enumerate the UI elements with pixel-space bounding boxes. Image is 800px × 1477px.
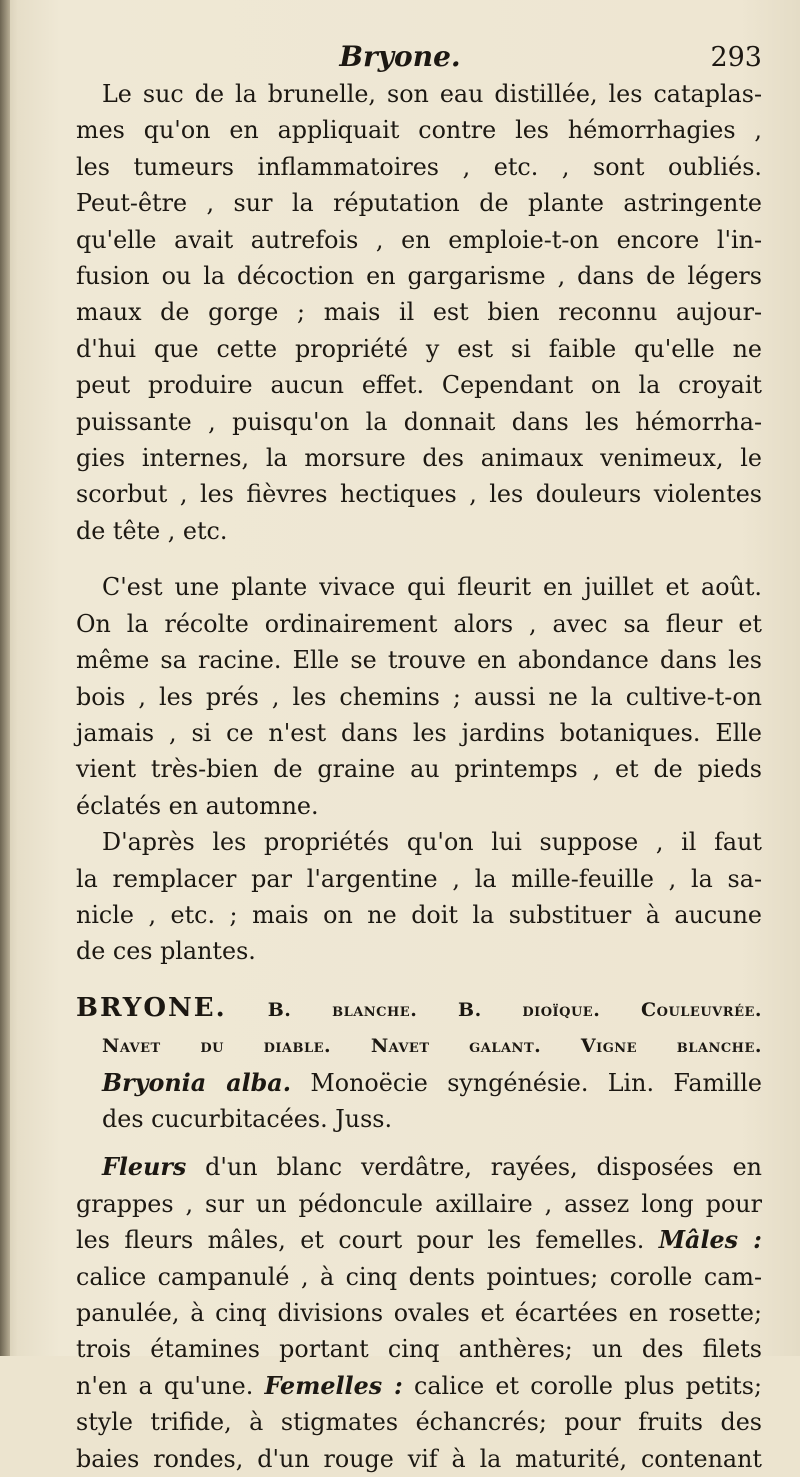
- paragraph-gap: [76, 549, 762, 569]
- text-line: mes qu'on en appliquait contre les hémorrhagies ,: [76, 116, 762, 145]
- description-text: les fleurs mâles, et court pour les femelles.: [76, 1226, 645, 1255]
- body-text: [76, 76, 762, 1477]
- text-line: éclatés en automne.: [76, 791, 319, 820]
- text-line: peut produire aucun effet. Cependant on la croyait: [76, 371, 762, 400]
- classification-text: Monoëcie syngénésie. Lin. Famille: [310, 1068, 762, 1097]
- section-gap: [76, 1137, 762, 1149]
- entry-title: BRYONE.: [76, 992, 227, 1023]
- description-text: d'un blanc verdâtre, rayées, disposées en: [205, 1153, 762, 1182]
- text-line: [76, 1222, 762, 1258]
- text-line: vient très-bien de graine au printemps , et de pieds: [76, 755, 762, 784]
- entry-heading: [76, 990, 762, 1138]
- text-line: la remplacer par l'argentine , la mille-feuille , la sa-: [76, 864, 762, 893]
- text-line: trois étamines portant cinq anthères; un des filets: [76, 1335, 762, 1364]
- text-line: de ces plantes.: [76, 937, 256, 966]
- text-line: jamais , si ce n'est dans les jardins botaniques. Elle: [76, 718, 762, 747]
- running-title: Bryone.: [339, 40, 461, 73]
- text-line: d'hui que cette propriété y est si faible qu'elle ne: [76, 334, 762, 363]
- entry-synonyms-line: [76, 1028, 762, 1064]
- text-line: les tumeurs inflammatoires , etc. , sont oubliés.: [76, 152, 762, 181]
- description-text: n'en a qu'une.: [76, 1371, 254, 1400]
- text-line: [76, 1149, 762, 1185]
- paragraph-1: [76, 76, 762, 549]
- text-line: puissante , puisqu'on la donnait dans les hémorrha-: [76, 407, 762, 436]
- text-line: [76, 1368, 762, 1404]
- text-line: C'est une plante vivace qui fleurit en juillet et août.: [102, 573, 762, 602]
- entry-synonyms-2: Navet du diable. Navet galant. Vigne blanche.: [102, 1035, 762, 1058]
- text-line: Le suc de la brunelle, son eau distillée, les cataplas-: [102, 80, 762, 108]
- text-line: calice campanulé , à cinq dents pointues; corolle cam-: [76, 1262, 762, 1291]
- text-line: nicle , etc. ; mais on ne doit la substituer à aucune: [76, 900, 762, 929]
- text-line: scorbut , les fièvres hectiques , les douleurs violentes: [76, 480, 762, 509]
- section-gap: [76, 970, 762, 990]
- page-number: 293: [710, 42, 762, 73]
- entry-synonyms: B. blanche. B. dioïque. Couleuvrée.: [267, 998, 762, 1021]
- text-line: bois , les prés , les chemins ; aussi ne la cultive-t-on: [76, 682, 762, 711]
- text-line: des cucurbitacées. Juss.: [102, 1104, 393, 1133]
- text-line: D'après les propriétés qu'on lui suppose , il faut: [102, 828, 762, 857]
- text-line: baies rondes, d'un rouge vif à la maturité, contenant: [76, 1444, 762, 1473]
- text-line: On la récolte ordinairement alors , avec sa fleur et: [76, 609, 762, 638]
- text-line: style trifide, à stigmates échancrés; pour fruits des: [76, 1408, 762, 1437]
- description-paragraph: [76, 1149, 762, 1477]
- text-line: panulée, à cinq divisions ovales et écartées en rosette;: [76, 1299, 762, 1327]
- text-line: fusion ou la décoction en gargarisme , dans de légers: [76, 262, 762, 291]
- text-line: grappes , sur un pédoncule axillaire , assez long pour: [76, 1189, 762, 1218]
- paragraph-3: [76, 824, 762, 970]
- description-text: calice et corolle plus petits;: [414, 1371, 762, 1400]
- text-line: qu'elle avait autrefois , en emploie-t-on encore l'in-: [76, 225, 762, 254]
- text-line: Peut-être , sur la réputation de plante astringente: [76, 189, 762, 218]
- book-spine: [0, 0, 10, 1356]
- entry-classification-line: [76, 1065, 762, 1101]
- text-line: même sa racine. Elle se trouve en abondance dans les: [76, 646, 762, 675]
- text-line: de tête , etc.: [76, 516, 228, 545]
- description-italic: Femelles :: [264, 1371, 403, 1400]
- description-lead: Fleurs: [102, 1153, 187, 1182]
- latin-name: Bryonia alba.: [102, 1068, 292, 1097]
- description-italic: Mâles :: [658, 1226, 762, 1255]
- entry-title-line: [76, 990, 762, 1028]
- text-line: maux de gorge ; mais il est bien reconnu aujour-: [76, 298, 762, 327]
- paragraph-2: [76, 569, 762, 824]
- text-line: gies internes, la morsure des animaux venimeux, le: [76, 444, 762, 473]
